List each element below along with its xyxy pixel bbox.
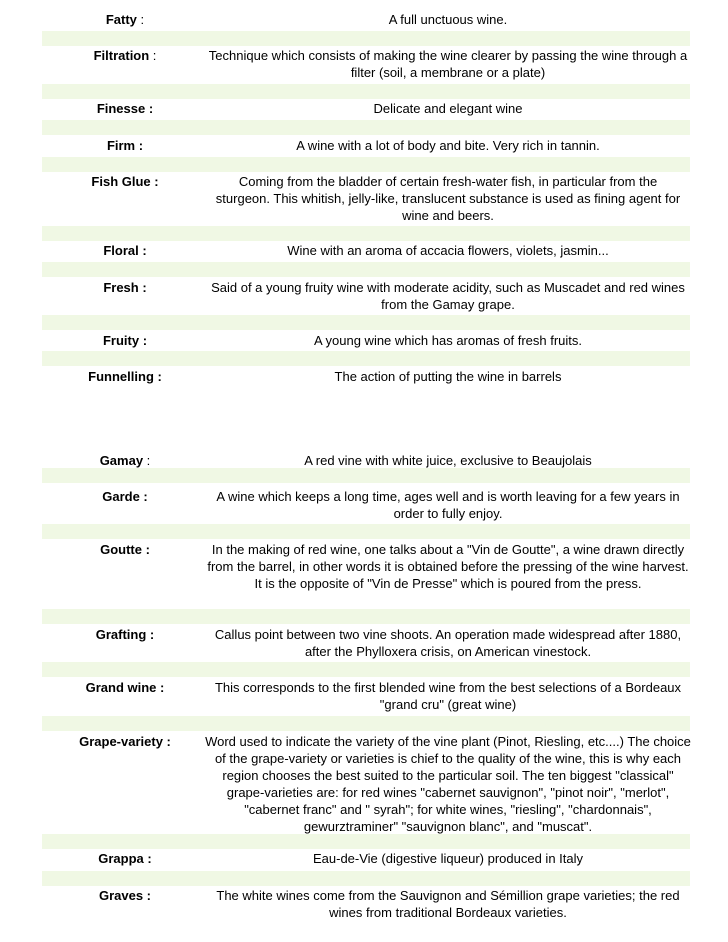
row-separator-band: [42, 524, 690, 539]
glossary-term: [65, 626, 185, 643]
row-separator-band: [42, 262, 690, 277]
glossary-term: [65, 47, 185, 64]
term-colon: :: [149, 48, 157, 63]
row-separator-band: [42, 226, 690, 241]
term-label: Fresh :: [103, 280, 147, 295]
term-label: Grafting :: [95, 627, 155, 642]
glossary-term: [65, 452, 185, 469]
row-separator-band: [42, 468, 690, 483]
term-label: Floral :: [103, 243, 147, 258]
glossary-definition: Coming from the bladder of certain fresh-water fish, in particular from the sturgeon. This whitish, jelly-like, translucent substance is used as fining agent for wine and beers.: [215, 174, 681, 223]
term-label: Gamay: [99, 453, 144, 468]
glossary-definition: Eau-de-Vie (digestive liqueur) produced in Italy: [312, 851, 584, 866]
term-label: Finesse :: [96, 101, 154, 116]
term-label: Graves :: [98, 888, 152, 903]
row-separator-band: [42, 871, 690, 886]
glossary-term: [65, 11, 185, 28]
glossary-definition: A red vine with white juice, exclusive to Beaujolais: [304, 453, 592, 468]
term-label: Grand wine :: [85, 680, 165, 695]
glossary-definition: Wine with an aroma of accacia flowers, violets, jasmin...: [287, 243, 609, 258]
glossary-term: [65, 100, 185, 117]
term-label: Funnelling :: [88, 369, 162, 384]
row-separator-band: [42, 157, 690, 172]
glossary-term: [65, 368, 185, 385]
glossary-term: [65, 887, 185, 904]
term-colon: :: [143, 453, 151, 468]
glossary-term: [65, 279, 185, 296]
term-label: Fatty: [105, 12, 137, 27]
row-separator-band: [42, 716, 690, 731]
row-separator-band: [42, 84, 690, 99]
glossary-definition: Delicate and elegant wine: [373, 101, 523, 116]
glossary-term: [65, 173, 185, 190]
glossary-definition: A young wine which has aromas of fresh fruits.: [313, 333, 583, 348]
glossary-term: [65, 541, 185, 558]
glossary-term: [65, 679, 185, 696]
glossary-term: [65, 137, 185, 154]
row-separator-band: [42, 120, 690, 135]
glossary-definition: This corresponds to the first blended wine from the best selections of a Bordeaux "grand cru" (great wine): [214, 680, 682, 712]
row-separator-band: [42, 834, 690, 849]
glossary-term: [65, 332, 185, 349]
glossary-definition: Said of a young fruity wine with moderate acidity, such as Muscadet and red wines from the Gamay grape.: [211, 280, 685, 312]
row-separator-band: [42, 662, 690, 677]
glossary-term: [65, 488, 185, 505]
glossary-definition: In the making of red wine, one talks about a "Vin de Goutte", a wine drawn directly from the barrel, in other words it is obtained before the pressing of the wine harvest. It is the opposite of "Vin de Presse" which is poured from the press.: [207, 542, 689, 591]
term-label: Fruity :: [102, 333, 148, 348]
glossary-definition: Technique which consists of making the wine clearer by passing the wine through a filter (soil, a membrane or a plate): [208, 48, 688, 80]
term-label: Grape-variety :: [79, 734, 171, 749]
term-colon: :: [136, 12, 145, 27]
glossary-definition: A wine which keeps a long time, ages well and is worth leaving for a few years in order to fully enjoy.: [216, 489, 680, 521]
row-separator-band: [42, 609, 690, 624]
row-separator-band: [42, 315, 690, 330]
term-label: Garde :: [102, 489, 148, 504]
glossary-definition: The action of putting the wine in barrels: [334, 369, 562, 384]
glossary-definition: Word used to indicate the variety of the vine plant (Pinot, Riesling, etc....) The choice of the grape-variety or varieties is chief to the quality of the wine, this is why each region chooses the best suited to the particular soil. The ten biggest "classical" grape-varieties are: for red wines "cabernet sauvignon", "pinot noir", "merlot", "cabernet franc" and " syrah"; for white wines, "riesling", "chardonnais", gewurztraminer" "sauvignon blanc", and "muscat".: [205, 734, 691, 834]
term-label: Goutte :: [100, 542, 150, 557]
glossary-term: [65, 242, 185, 259]
term-label: Firm :: [106, 138, 144, 153]
glossary-definition: A wine with a lot of body and bite. Very rich in tannin.: [296, 138, 600, 153]
glossary-term: [65, 850, 185, 867]
row-separator-band: [42, 351, 690, 366]
term-label: Fish Glue :: [91, 174, 159, 189]
glossary-definition: The white wines come from the Sauvignon and Sémillion grape varieties; the red wines from traditional Bordeaux varieties.: [216, 888, 680, 920]
term-label: Grappa :: [98, 851, 152, 866]
glossary-term: [65, 733, 185, 750]
glossary-definition: Callus point between two vine shoots. An operation made widespread after 1880, after the Phylloxera crisis, on American vinestock.: [214, 627, 682, 659]
row-separator-band: [42, 31, 690, 46]
term-label: Filtration: [93, 48, 150, 63]
glossary-definition: A full unctuous wine.: [388, 12, 508, 27]
